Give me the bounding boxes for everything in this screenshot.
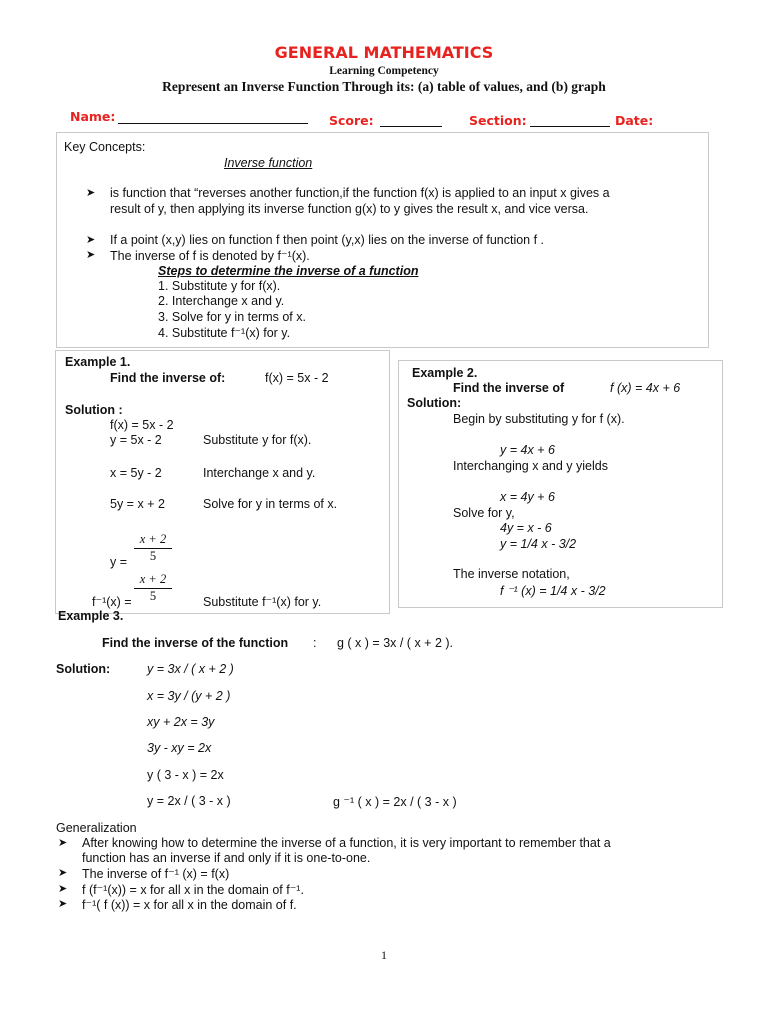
example2-find-label: Find the inverse of — [453, 381, 565, 395]
arrowhead-bullet-icon: ➤ — [58, 883, 68, 895]
example3-find-label: Find the inverse of the function — [102, 636, 289, 650]
generalization-bullet2: The inverse of f⁻¹ (x) = f(x) — [82, 867, 230, 881]
score-field[interactable] — [380, 113, 442, 127]
step-3: 3. Solve for y in terms of x. — [158, 310, 306, 324]
example2-line9: f ⁻¹ (x) = 1/4 x - 3/2 — [500, 584, 606, 598]
generalization-bullet3: f (f⁻¹(x)) = x for all x in the domain of f⁻¹. — [82, 883, 304, 897]
example1-fraction-2 — [134, 572, 172, 604]
arrowhead-bullet-icon: ➤ — [58, 837, 68, 849]
example1-function: f(x) = 5x - 2 — [265, 371, 329, 385]
fraction-denominator: 5 — [149, 549, 157, 563]
steps-heading: Steps to determine the inverse of a function — [158, 264, 419, 278]
example2-line6: 4y = x - 6 — [500, 521, 552, 535]
learning-competency: Represent an Inverse Function Through its: (a) table of values, and (b) graph — [162, 79, 606, 94]
example3-step-2: x = 3y / (y + 2 ) — [147, 689, 231, 703]
section-label: Section: — [469, 113, 527, 128]
example1-line2-eq: y = 5x - 2 — [110, 433, 162, 447]
generalization-bullet4: f⁻¹( f (x)) = x for all x in the domain of f. — [82, 898, 297, 912]
example1-line1: f(x) = 5x - 2 — [110, 418, 174, 432]
document-title: GENERAL MATHEMATICS — [274, 43, 494, 62]
inverse-notation: The inverse of f is denoted by f⁻¹(x). — [110, 249, 310, 263]
arrowhead-bullet-icon: ➤ — [86, 234, 96, 246]
example2-line5: Solve for y, — [453, 506, 515, 520]
generalization-line2: function has an inverse if and only if it is one-to-one. — [82, 851, 371, 865]
generalization-line1: After knowing how to determine the inverse of a function, it is very important to remember that a — [82, 836, 611, 850]
example3-step-1: y = 3x / ( x + 2 ) — [147, 662, 234, 676]
section-field[interactable] — [530, 113, 610, 127]
key-concepts-heading: Key Concepts: — [64, 140, 146, 154]
name-field[interactable] — [118, 110, 308, 124]
arrowhead-bullet-icon: ➤ — [86, 187, 96, 199]
generalization-heading: Generalization — [56, 821, 137, 835]
example2-line7: y = 1/4 x - 3/2 — [500, 537, 577, 551]
example1-final-note: Substitute f⁻¹(x) for y. — [203, 595, 322, 609]
page-number: 1 — [381, 948, 387, 962]
inverse-function-topic: Inverse function — [224, 156, 313, 170]
example1-y-eq: y = — [110, 555, 128, 569]
example1-line4-note: Solve for y in terms of x. — [203, 497, 338, 511]
definition-line2: result of y, then applying its inverse function g(x) to y gives the result x, and vice versa. — [110, 202, 589, 216]
example1-box — [55, 350, 390, 614]
example3-heading: Example 3. — [58, 609, 124, 623]
arrowhead-bullet-icon: ➤ — [58, 898, 68, 910]
point-property: If a point (x,y) lies on function f then point (y,x) lies on the inverse of function f . — [110, 233, 545, 247]
fraction-numerator: x + 2 — [139, 572, 167, 586]
name-label: Name: — [70, 109, 116, 124]
arrowhead-bullet-icon: ➤ — [58, 867, 68, 879]
example1-line3-eq: x = 5y - 2 — [110, 466, 162, 480]
example1-finv-eq: f⁻¹(x) = — [92, 595, 132, 609]
example1-fraction-1 — [134, 532, 172, 564]
example2-solution-label: Solution: — [407, 396, 462, 410]
example1-line2-note: Substitute y for f(x). — [203, 433, 312, 447]
example1-solution-label: Solution : — [65, 403, 123, 417]
date-label: Date: — [615, 113, 654, 128]
example1-heading: Example 1. — [65, 355, 131, 369]
example2-line4: x = 4y + 6 — [500, 490, 555, 504]
document-subtitle: Learning Competency — [329, 65, 439, 77]
fraction-numerator: x + 2 — [139, 532, 167, 546]
example3-step-4: 3y - xy = 2x — [147, 741, 212, 755]
arrowhead-bullet-icon: ➤ — [86, 249, 96, 261]
example3-function: g ( x ) = 3x / ( x + 2 ). — [337, 636, 454, 650]
step-2: 2. Interchange x and y. — [158, 294, 285, 308]
example3-solution-label: Solution: — [56, 662, 111, 676]
example3-step-5: y ( 3 - x ) = 2x — [147, 768, 224, 782]
example3-step-6: y = 2x / ( 3 - x ) — [147, 794, 231, 808]
fraction-denominator: 5 — [149, 589, 157, 603]
example3-final: g ⁻¹ ( x ) = 2x / ( 3 - x ) — [333, 795, 457, 809]
definition-line1: is function that “reverses another function,if the function f(x) is applied to an input x gives a — [110, 186, 610, 200]
example2-line8: The inverse notation, — [453, 567, 570, 581]
example2-line2: y = 4x + 6 — [500, 443, 555, 457]
example2-line1: Begin by substituting y for f (x). — [453, 412, 625, 426]
example1-find-label: Find the inverse of: — [110, 371, 226, 385]
example2-line3: Interchanging x and y yields — [453, 459, 608, 473]
example2-function: f (x) = 4x + 6 — [610, 381, 681, 395]
step-1: 1. Substitute y for f(x). — [158, 279, 281, 293]
example3-step-3: xy + 2x = 3y — [147, 715, 215, 729]
step-4: 4. Substitute f⁻¹(x) for y. — [158, 326, 291, 340]
example1-line3-note: Interchange x and y. — [203, 466, 316, 480]
example1-line4-eq: 5y = x + 2 — [110, 497, 165, 511]
example2-heading: Example 2. — [412, 366, 478, 380]
score-label: Score: — [329, 113, 374, 128]
